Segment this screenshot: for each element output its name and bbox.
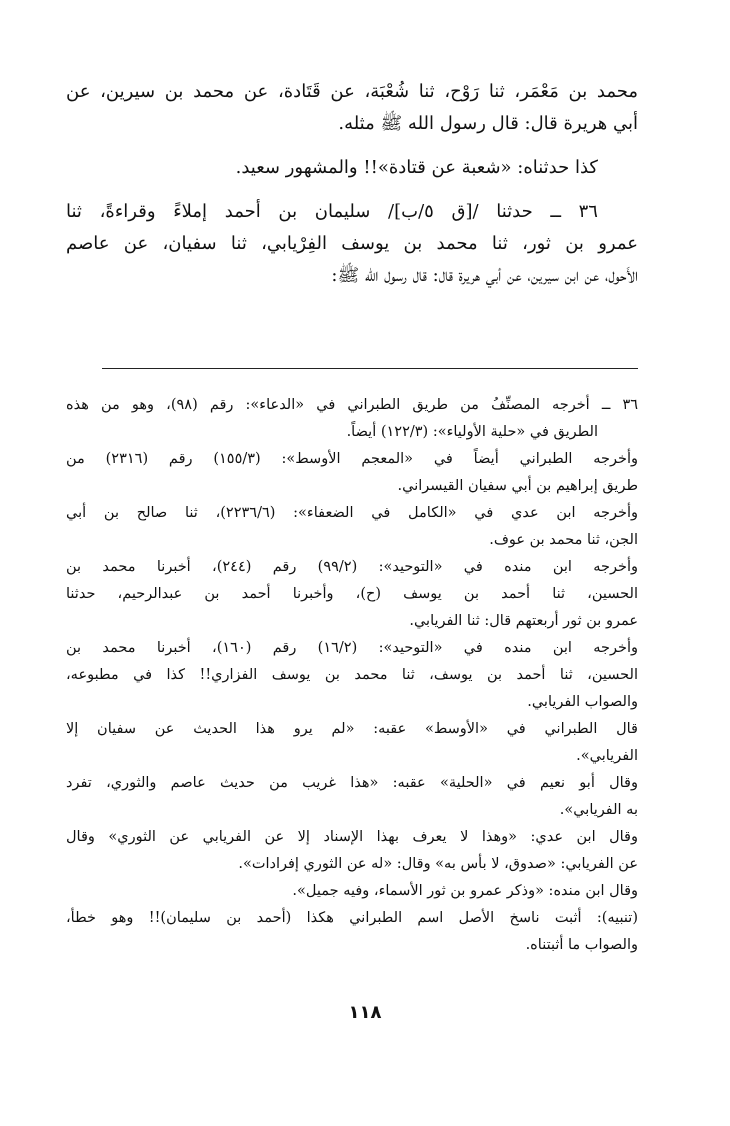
footnote-line: وأخرجه ابن منده في «التوحيد»: (٩٩/٢) رقم (٢٤٤)، أخبرنا محمد بن xyxy=(66,559,638,575)
main-text-line: محمد بن مَعْمَر، ثنا رَوْح، ثنا شُعْبَة، عن قَتَادة، عن محمد بن سيرين، عن xyxy=(66,81,638,102)
footnote-line: طريق إبراهيم بن أبي سفيان القيسراني. xyxy=(397,478,638,494)
footnote-line: والصواب الفريابي. xyxy=(527,694,638,710)
footnote-line: والصواب ما أثبتناه. xyxy=(525,937,638,953)
footnote-line: وقال ابن عدي: «وهذا لا يعرف بهذا الإسناد إلا عن الفريابي عن الثوري» وقال xyxy=(66,829,638,845)
footnote-line: الطريق في «حلية الأولياء»: (١٢٢/٣) أيضاً. xyxy=(346,424,598,440)
footnote-line: به الفريابي». xyxy=(559,802,638,818)
footnote-line: وقال أبو نعيم في «الحلية» عقبه: «هذا غريب من حديث عاصم والثوري، تفرد xyxy=(66,775,638,791)
main-text-line: كذا حدثناه: «شعبة عن قتادة»!! والمشهور سعيد. xyxy=(235,157,598,178)
footnote-line: الحسين، ثنا أحمد بن يوسف (ح)، وأخبرنا أحمد بن عبدالرحيم، حدثنا xyxy=(66,586,638,602)
hadith-number-line: ٣٦ ــ حدثنا /[ق ٥/ب]/ سليمان بن أحمد إملاءً وقراءةً، ثنا xyxy=(66,201,598,222)
footnote-line: وقال ابن منده: «وذكر عمرو بن ثور الأسماء، وفيه جميل». xyxy=(292,883,638,899)
footnote-line: ٣٦ ــ أخرجه المصنِّفُ من طريق الطبراني في «الدعاء»: رقم (٩٨)، وهو من هذه xyxy=(66,397,638,413)
footnote-line: عمرو بن ثور أربعتهم قال: ثنا الفريابي. xyxy=(409,613,638,629)
footnotes xyxy=(66,392,638,959)
footnote-line: (تنبيه): أثبت ناسخ الأصل اسم الطبراني هكذا (أحمد بن سليمان)!! وهو خطأ، xyxy=(66,910,638,926)
footnote-divider xyxy=(102,368,638,369)
footnote-line: وأخرجه ابن عدي في «الكامل في الضعفاء»: (٢٢٣٦/٦)، ثنا صالح بن أبي xyxy=(66,505,638,521)
main-text-line: أبي هريرة قال: قال رسول الله ﷺ مثله. xyxy=(338,113,638,134)
main-text xyxy=(66,76,638,292)
paragraph-gap xyxy=(66,140,638,152)
footnote-line: وأخرجه الطبراني أيضاً في «المعجم الأوسط»: (١٥٥/٣) رقم (٢٣١٦) من xyxy=(66,451,638,467)
footnote-line: الجن، ثنا محمد بن عوف. xyxy=(489,532,638,548)
main-text-line: الأَحول، عن ابن سيرين، عن أبي هريرة قال: قال رسول الله ﷺ: xyxy=(331,265,638,286)
paragraph-gap xyxy=(66,184,638,196)
footnote-line: الحسين، ثنا أحمد بن يوسف، ثنا محمد بن يوسف الفزاري!! كذا في مطبوعه، xyxy=(66,667,638,683)
page-number: ١١٨ xyxy=(348,1002,382,1023)
footnote-line: قال الطبراني في «الأوسط» عقبه: «لم يرو هذا الحديث عن سفيان إلا xyxy=(66,721,638,737)
footnote-line: عن الفريابي: «صدوق، لا بأس به» وقال: «له عن الثوري إفرادات». xyxy=(238,856,638,872)
main-text-line: عمرو بن ثور، ثنا محمد بن يوسف الفِرْيابي، ثنا سفيان، عن عاصم xyxy=(66,233,638,254)
footnote-line: وأخرجه ابن منده في «التوحيد»: (١٦/٢) رقم (١٦٠)، أخبرنا محمد بن xyxy=(66,640,638,656)
footnote-line: الفريابي». xyxy=(576,748,638,764)
